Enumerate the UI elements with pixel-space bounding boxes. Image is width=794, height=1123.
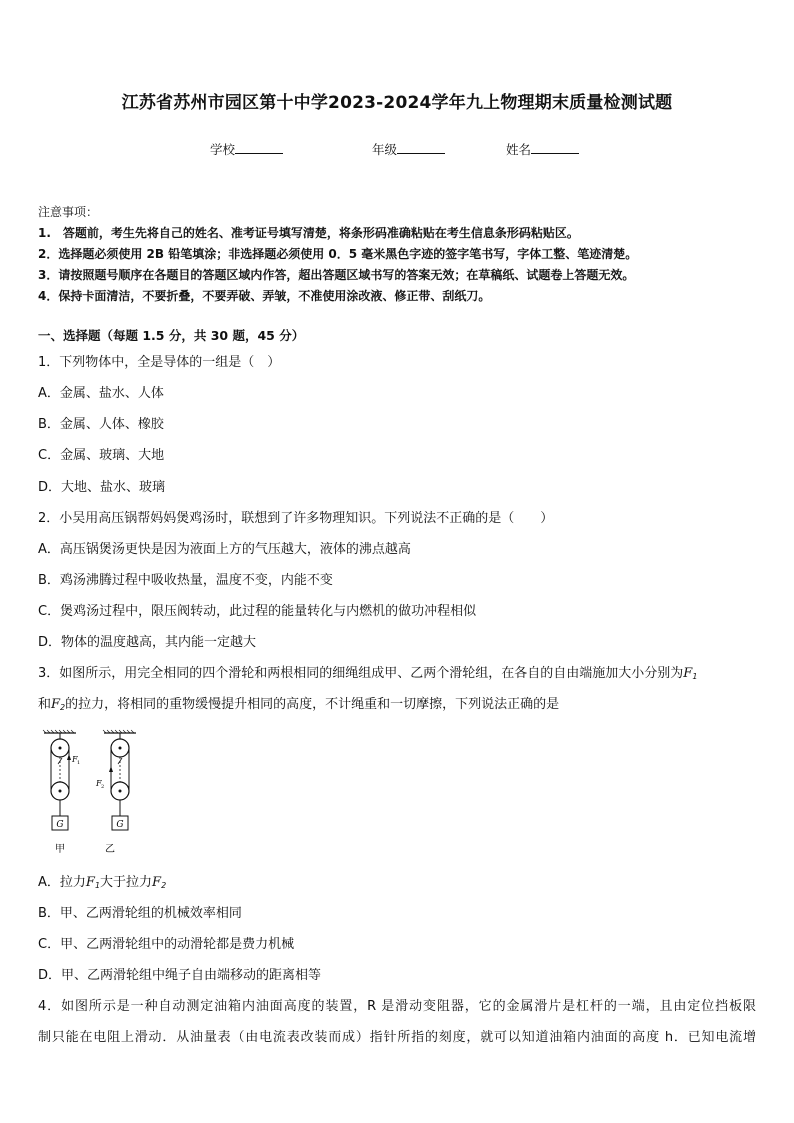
- student-info-row: [0, 140, 794, 160]
- school-label: 学校: [210, 142, 236, 157]
- q3-stem-text: 3．如图所示，用完全相同的四个滑轮和两根相同的细绳组成甲、乙两个滑轮组，在各自的自由端施加大小分别为: [38, 666, 684, 681]
- note-item: 1. 答题前，考生先将自己的姓名、准考证号填写清楚，将条形码准确粘贴在考生信息条形码粘贴区。: [38, 226, 579, 240]
- school-field: [210, 140, 283, 158]
- grade-field: [372, 140, 445, 158]
- force-symbol: F: [152, 875, 162, 890]
- name-blank: [531, 141, 579, 154]
- force-label: F: [96, 779, 102, 788]
- force-subscript: 2: [161, 881, 167, 890]
- load-label: G: [116, 820, 124, 830]
- q2-stem: 2．小吴用高压锅帮妈妈煲鸡汤时，联想到了许多物理知识。下列说法不正确的是（ ）: [38, 511, 554, 526]
- force-label-sub: 1: [77, 760, 81, 766]
- force-subscript: 1: [94, 881, 101, 890]
- force-symbol: F: [85, 875, 95, 890]
- caption-left: 甲: [55, 844, 65, 855]
- force-symbol: F: [683, 666, 693, 681]
- q2-option-d: D．物体的温度越高，其内能一定越大: [38, 635, 257, 650]
- q3-option-a-text: 大于拉力: [100, 875, 153, 890]
- section-heading: 一、选择题（每题 1.5 分，共 30 题，45 分）: [38, 328, 305, 343]
- note-item: 4．保持卡面清洁，不要折叠，不要弄破、弄皱，不准使用涂改液、修正带、刮纸刀。: [38, 289, 491, 303]
- grade-label: 年级: [372, 142, 398, 157]
- q3-option-a-text: A．拉力: [38, 875, 86, 890]
- q3-stem-text: 的拉力，将相同的重物缓慢提升相同的高度，不计绳重和一切摩擦，下列说法正确的是: [65, 697, 560, 712]
- q2-option-b: B．鸡汤沸腾过程中吸收热量，温度不变，内能不变: [38, 573, 333, 588]
- q3-stem-line1: [38, 665, 756, 686]
- q2-option-c: C．煲鸡汤过程中，限压阀转动，此过程的能量转化与内燃机的做功冲程相似: [38, 604, 477, 619]
- notes-heading: 注意事项：: [38, 205, 99, 219]
- pulley-system-left: [43, 730, 80, 855]
- note-item: 2．选择题必须使用 2B 铅笔填涂；非选择题必须使用 0．5 毫米黑色字迹的签字笔书写，字体工整、笔迹清楚。: [38, 247, 638, 261]
- q1-option-c: C．金属、玻璃、大地: [38, 448, 165, 463]
- caption-right: 乙: [105, 844, 115, 855]
- q1-option-a: A．金属、盐水、人体: [38, 386, 164, 401]
- q3-stem-text: 和: [38, 697, 52, 712]
- force-subscript: 1: [692, 672, 698, 681]
- grade-blank: [397, 141, 445, 154]
- force-subscript: 2: [60, 703, 66, 712]
- q1-option-b: B．金属、人体、橡胶: [38, 417, 164, 432]
- school-blank: [235, 141, 283, 154]
- q3-option-a: [38, 874, 166, 895]
- q3-option-d: D．甲、乙两滑轮组中绳子自由端移动的距离相等: [38, 968, 322, 983]
- notes-block: [38, 202, 758, 307]
- q4-stem-line1: 4．如图所示是一种自动测定油箱内油面高度的装置，R 是滑动变阻器，它的金属滑片是杠杆的一端，且由定位挡板限: [38, 999, 756, 1014]
- q3-stem-line2: [38, 696, 559, 717]
- force-label-sub: 2: [101, 784, 105, 790]
- pulley-system-right: [95, 730, 136, 855]
- q3-option-c: C．甲、乙两滑轮组中的动滑轮都是费力机械: [38, 937, 295, 952]
- load-label: G: [56, 820, 64, 830]
- page-title: 江苏省苏州市园区第十中学2023-2024学年九上物理期末质量检测试题: [121, 93, 673, 113]
- q1-stem: 1．下列物体中，全是导体的一组是（ ）: [38, 355, 281, 370]
- force-label: F: [72, 755, 78, 764]
- name-field: [506, 140, 579, 158]
- q1-option-d: D．大地、盐水、玻璃: [38, 480, 166, 495]
- q4-stem-line2: 制只能在电阻上滑动．从油量表（由电流表改装而成）指针所指的刻度，就可以知道油箱内油面的高度 h．已知电流增: [38, 1030, 756, 1045]
- q3-option-b: B．甲、乙两滑轮组的机械效率相同: [38, 906, 242, 921]
- pulley-figure: [38, 728, 148, 860]
- force-symbol: F: [51, 697, 61, 712]
- name-label: 姓名: [506, 142, 532, 157]
- note-item: 3．请按照题号顺序在各题目的答题区域内作答，超出答题区域书写的答案无效；在草稿纸、试题卷上答题无效。: [38, 268, 635, 282]
- q2-option-a: A．高压锅煲汤更快是因为液面上方的气压越大，液体的沸点越高: [38, 542, 411, 557]
